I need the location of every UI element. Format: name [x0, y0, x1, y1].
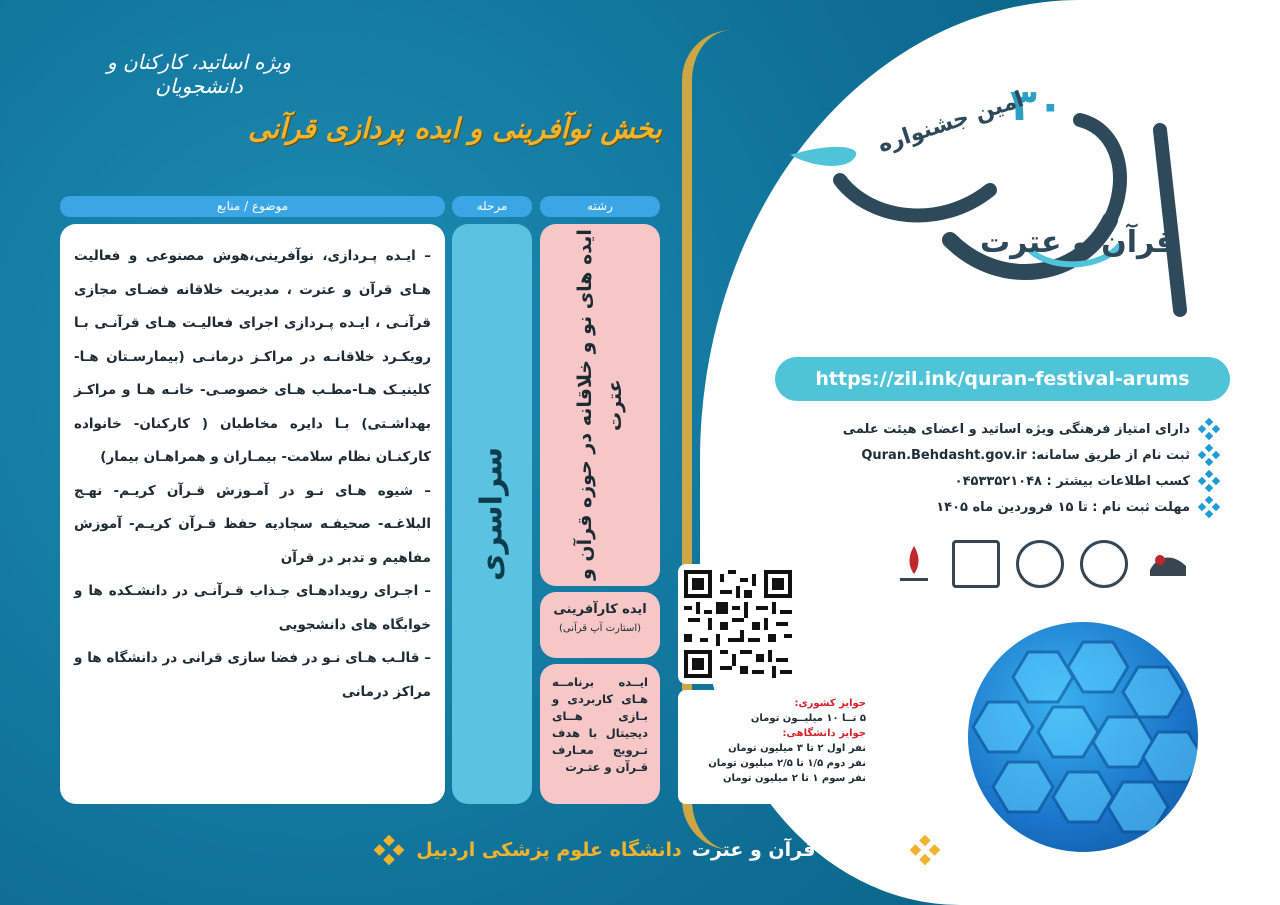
prizes-second: نفر دوم ۱/۵ تا ۲/۵ میلیون تومان [708, 758, 866, 769]
festival-edition-text: امین جشنواره [874, 87, 1027, 158]
diamond-bullet-icon [1198, 418, 1220, 440]
prizes-national-title: جوایز کشوری: [794, 698, 866, 709]
topic-item: – شیوه هـای نـو در آمـوزش قـرآن کریـم- نهـج البلاغـه- صحیفـه سجادیه حفظ قـرآن کریـم- آموزش مفاهیم و تدبر در قرآن [74, 482, 431, 566]
festival-edition-number: ۳۰ [1010, 80, 1064, 131]
footer-secretariat: دبیرخانه قرآن و عترت [691, 839, 898, 861]
field-startup-sub: (استارت آپ قرآنی) [558, 623, 641, 634]
header-field: رشته [540, 196, 660, 217]
info-text: کسب اطلاعات بیشتر : ۰۴۵۳۳۵۲۱۰۴۸ [954, 473, 1190, 489]
header-stage: مرحله [452, 196, 532, 217]
topics-box [60, 224, 445, 804]
diamond-bullet-icon [1198, 496, 1220, 518]
field-ideas-label: ایده های نو و خلاقانه در حوزه قرآن و عترت [574, 229, 626, 581]
footer-university: دانشگاه علوم پزشکی اردبیل [416, 839, 682, 861]
prizes-box [678, 690, 874, 804]
stage-value: سراسری [474, 446, 510, 582]
header-topics: موضوع / منابع [60, 196, 445, 217]
prizes-national-value: ۵ تــا ۱۰ میلیــون تومان [750, 713, 866, 724]
field-box-startup [540, 592, 660, 658]
topic-item: – ایـده پـردازی، نوآفرینی،هوش مصنوعی و فعالیت هـای قرآن و عترت ، مدیریت خلاقانه فضـای مجازی قرآنـی ، ایـده پـردازی اجرای فعالیـت هـای قرآنـی بـا رویکـرد خلاقانـه در مراکـز درمانـی (بیمارسـتان هـا-کلینیـک هـا-مطـب هـای خصوصـی- خانـه هـا و مراکـز بهداشـتی) بـا دایره مخاطبان ( کارکنان- خانواده کارکنـان نظام سلامت- بیمـاران و همراهـان بیمار) [74, 248, 431, 465]
iran-emblem-icon [890, 540, 938, 588]
qr-code-icon [684, 570, 792, 678]
quran-seal-icon [1016, 540, 1064, 588]
stage-box [452, 224, 532, 804]
info-row [790, 494, 1220, 520]
info-row [790, 416, 1220, 442]
university-logo-icon [952, 540, 1000, 588]
diamond-bullet-icon [1198, 444, 1220, 466]
section-title: بخش نوآفرینی و ایده پردازی قرآنی [248, 112, 662, 145]
diamond-ornament-icon [910, 835, 940, 865]
prizes-uni-title: جوایز دانشگاهی: [782, 728, 866, 739]
sponsor-logos [890, 540, 1210, 600]
festival-logo [780, 70, 1220, 330]
registration-url[interactable]: https://zil.ink/quran-festival-arums [775, 357, 1230, 401]
tech-sphere-image [968, 622, 1198, 852]
quran-book-icon [1080, 540, 1128, 588]
info-row [790, 442, 1220, 468]
prizes-first: نفر اول ۲ تا ۳ میلیون تومان [728, 743, 866, 754]
field-startup-label: ایده کارآفرینی [553, 602, 647, 617]
info-row [790, 468, 1220, 494]
sponsor-mark-icon [1144, 540, 1192, 588]
topic-item: – اجـرای رویدادهـای جـذاب قـرآنـی در دانشـکده ها و خوابگاه های دانشجویی [74, 583, 431, 633]
topic-item: – قالـب هـای نـو در فضا سازی قرانی در دانشگاه ها و مراکز درمانی [74, 650, 431, 700]
prizes-third: نفر سوم ۱ تا ۲ میلیون تومان [723, 773, 866, 784]
info-text: مهلت ثبت نام : تا ۱۵ فروردین ماه ۱۴۰۵ [936, 499, 1190, 515]
info-text: ثبت نام از طریق سامانه: Quran.Behdasht.gov.ir [861, 447, 1190, 463]
info-list [790, 416, 1220, 520]
festival-name: قرآن و عترت [980, 225, 1176, 260]
field-box-apps [540, 664, 660, 804]
diamond-ornament-icon [374, 835, 404, 865]
qr-code[interactable] [678, 564, 798, 684]
field-apps-label: ایــده برنامــه هـای کاربردی و بـازی هــای دیجیتال با هدف تـرویج معـارف قـرآن و عتـرت [552, 675, 648, 774]
footer [360, 830, 940, 870]
info-text: دارای امتیاز فرهنگی ویژه اساتید و اعضای هیئت علمی [842, 421, 1190, 437]
diamond-bullet-icon [1198, 470, 1220, 492]
field-box-ideas [540, 224, 660, 586]
audience-subtitle: ویژه اساتید، کارکنان و دانشجویان [106, 50, 292, 98]
